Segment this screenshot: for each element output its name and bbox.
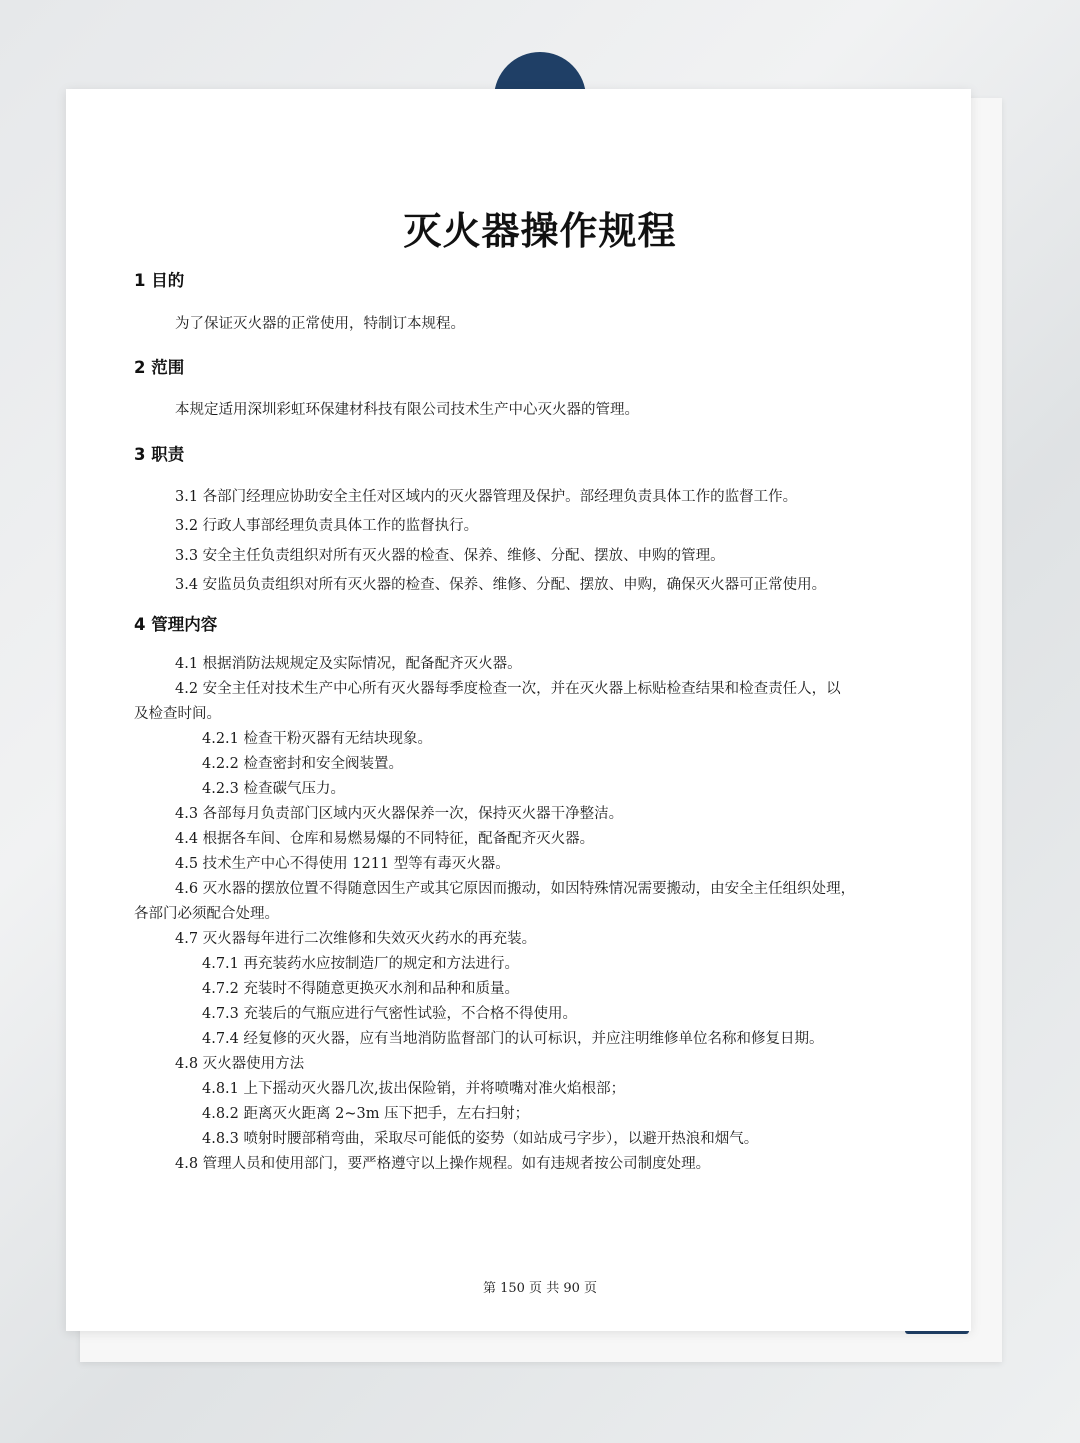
section-4-line: 各部门必须配合处理。 xyxy=(134,906,279,922)
section-4-line: 4.6 灭水器的摆放位置不得随意因生产或其它原因而搬动，如因特殊情况需要搬动，由安全主任组织处理， xyxy=(175,881,856,897)
section-4-line: 4.8 灭火器使用方法 xyxy=(175,1056,305,1072)
section-4-line: 4.4 根据各车间、仓库和易燃易爆的不同特征，配备配齐灭火器。 xyxy=(175,831,595,847)
section-2-heading: 2 范围 xyxy=(134,358,185,377)
section-4-line: 及检查时间。 xyxy=(134,706,221,722)
section-4-line: 4.8.2 距离灭火距离 2~3m 压下把手，左右扫射； xyxy=(202,1106,530,1122)
section-4-line: 4.5 技术生产中心不得使用 1211 型等有毒灭火器。 xyxy=(175,856,510,872)
section-4-line: 4.7.1 再充装药水应按制造厂的规定和方法进行。 xyxy=(202,956,520,972)
section-3-item: 3.3 安全主任负责组织对所有灭火器的检查、保养、维修、分配、摆放、申购的管理。 xyxy=(175,548,725,564)
section-4-line: 4.2.3 检查碳气压力。 xyxy=(202,781,346,797)
section-4-line: 4.8.1 上下摇动灭火器几次,拔出保险销，并将喷嘴对准火焰根部； xyxy=(202,1081,626,1097)
section-4-line: 4.7.3 充装后的气瓶应进行气密性试验，不合格不得使用。 xyxy=(202,1006,578,1022)
section-1-text: 为了保证灭火器的正常使用，特制订本规程。 xyxy=(175,316,465,332)
section-4-line: 4.7.4 经复修的灭火器，应有当地消防监督部门的认可标识，并应注明维修单位名称和修复日期。 xyxy=(202,1031,824,1047)
section-4-line: 4.2 安全主任对技术生产中心所有灭火器每季度检查一次，并在灭火器上标贴检查结果和检查责任人，以 xyxy=(175,681,841,697)
section-4-line: 4.1 根据消防法规规定及实际情况，配备配齐灭火器。 xyxy=(175,656,522,672)
section-2-text: 本规定适用深圳彩虹环保建材科技有限公司技术生产中心灭火器的管理。 xyxy=(175,402,639,418)
section-4-line: 4.8.3 喷射时腰部稍弯曲，采取尽可能低的姿势（如站成弓字步），以避开热浪和烟气。 xyxy=(202,1131,759,1147)
section-3-item: 3.1 各部门经理应协助安全主任对区域内的灭火器管理及保护。部经理负责具体工作的监督工作。 xyxy=(175,489,798,505)
section-4-line: 4.7 灭火器每年进行二次维修和失效灭火药水的再充装。 xyxy=(175,931,537,947)
section-4-line: 4.3 各部每月负责部门区域内灭火器保养一次，保持灭火器干净整洁。 xyxy=(175,806,624,822)
section-3-heading: 3 职责 xyxy=(134,445,185,464)
section-4-line: 4.2.2 检查密封和安全阀装置。 xyxy=(202,756,404,772)
section-4-line: 4.2.1 检查干粉灭器有无结块现象。 xyxy=(202,731,433,747)
page-footer: 第 150 页 共 90 页 xyxy=(482,1281,598,1296)
section-4-line: 4.8 管理人员和使用部门，要严格遵守以上操作规程。如有违规者按公司制度处理。 xyxy=(175,1156,711,1172)
section-4-line: 4.7.2 充装时不得随意更换灭水剂和品种和质量。 xyxy=(202,981,520,997)
section-3-item: 3.4 安监员负责组织对所有灭火器的检查、保养、维修、分配、摆放、申购，确保灭火器可正常使用。 xyxy=(175,577,827,593)
section-1-heading: 1 目的 xyxy=(134,271,185,290)
page-title: 灭火器操作规程 xyxy=(403,209,677,253)
section-4-heading: 4 管理内容 xyxy=(134,615,218,634)
section-3-item: 3.2 行政人事部经理负责具体工作的监督执行。 xyxy=(175,518,479,534)
